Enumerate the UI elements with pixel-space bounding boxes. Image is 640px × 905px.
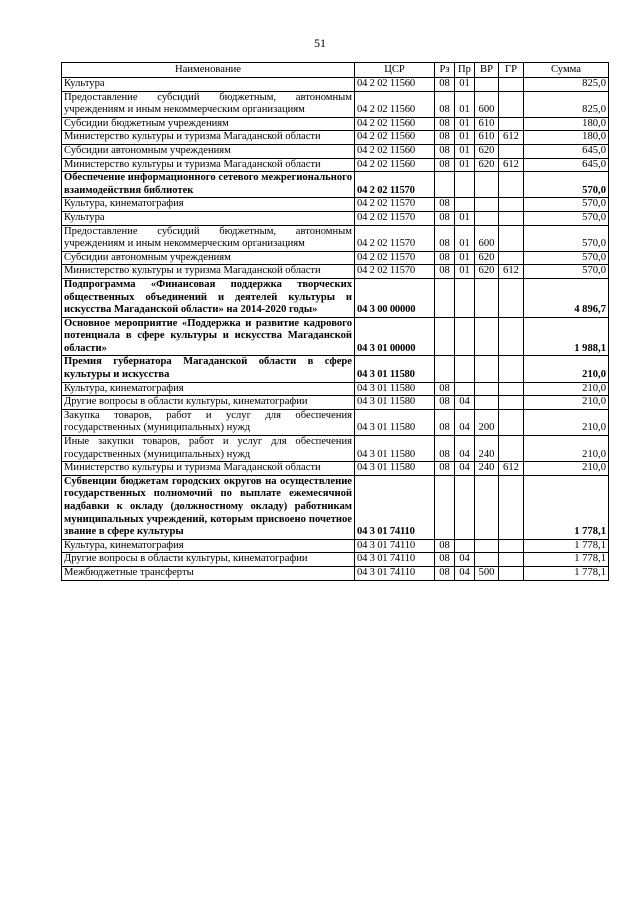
cell-rz: 08 bbox=[435, 131, 455, 145]
cell-rz bbox=[435, 172, 455, 198]
table-row bbox=[62, 91, 609, 117]
cell-pr: 01 bbox=[455, 131, 475, 145]
table-row bbox=[62, 225, 609, 251]
cell-name: Подпрограмма «Финансовая поддержка творческих общественных объединений и деятелей культуры и искусства Магаданской области» на 2014-2020 годы» bbox=[62, 278, 355, 317]
cell-name: Премия губернатора Магаданской области в сфере культуры и искусства bbox=[62, 356, 355, 382]
cell-csr: 04 3 01 74110 bbox=[355, 539, 435, 553]
cell-pr bbox=[455, 278, 475, 317]
cell-rz: 08 bbox=[435, 158, 455, 172]
cell-rz: 08 bbox=[435, 144, 455, 158]
cell-rz: 08 bbox=[435, 78, 455, 92]
table-row bbox=[62, 198, 609, 212]
cell-sum: 1 778,1 bbox=[524, 539, 609, 553]
header-gr: ГР bbox=[499, 63, 524, 78]
cell-sum: 210,0 bbox=[524, 436, 609, 462]
cell-vr bbox=[475, 539, 499, 553]
cell-pr: 04 bbox=[455, 553, 475, 567]
cell-vr: 200 bbox=[475, 409, 499, 435]
table-row bbox=[62, 553, 609, 567]
cell-gr bbox=[499, 539, 524, 553]
table-row bbox=[62, 462, 609, 476]
cell-gr bbox=[499, 91, 524, 117]
cell-rz: 08 bbox=[435, 436, 455, 462]
cell-pr: 01 bbox=[455, 158, 475, 172]
table-row bbox=[62, 131, 609, 145]
cell-sum: 1 778,1 bbox=[524, 566, 609, 580]
cell-gr: 612 bbox=[499, 462, 524, 476]
cell-gr bbox=[499, 211, 524, 225]
cell-gr bbox=[499, 317, 524, 356]
cell-csr: 04 2 02 11570 bbox=[355, 225, 435, 251]
cell-sum: 210,0 bbox=[524, 462, 609, 476]
header-sum: Сумма bbox=[524, 63, 609, 78]
cell-name: Другие вопросы в области культуры, кинематографии bbox=[62, 396, 355, 410]
cell-csr: 04 3 01 11580 bbox=[355, 462, 435, 476]
cell-name: Субсидии автономным учреждениям bbox=[62, 144, 355, 158]
cell-pr: 01 bbox=[455, 91, 475, 117]
header-pr: Пр bbox=[455, 63, 475, 78]
cell-name: Министерство культуры и туризма Магаданской области bbox=[62, 462, 355, 476]
cell-name: Субсидии автономным учреждениям bbox=[62, 251, 355, 265]
cell-rz: 08 bbox=[435, 117, 455, 131]
cell-rz: 08 bbox=[435, 409, 455, 435]
cell-vr bbox=[475, 356, 499, 382]
cell-pr bbox=[455, 539, 475, 553]
cell-vr bbox=[475, 475, 499, 539]
cell-name: Предоставление субсидий бюджетным, автономным учреждениям и иным некоммерческим организациям bbox=[62, 91, 355, 117]
cell-gr bbox=[499, 278, 524, 317]
cell-vr: 610 bbox=[475, 117, 499, 131]
cell-csr: 04 2 02 11570 bbox=[355, 211, 435, 225]
cell-name: Культура, кинематография bbox=[62, 539, 355, 553]
cell-gr bbox=[499, 144, 524, 158]
cell-gr bbox=[499, 172, 524, 198]
cell-csr: 04 2 02 11560 bbox=[355, 91, 435, 117]
cell-csr: 04 2 02 11560 bbox=[355, 144, 435, 158]
cell-rz: 08 bbox=[435, 539, 455, 553]
cell-gr bbox=[499, 198, 524, 212]
table-row bbox=[62, 475, 609, 539]
cell-sum: 210,0 bbox=[524, 382, 609, 396]
cell-gr: 612 bbox=[499, 158, 524, 172]
cell-vr: 500 bbox=[475, 566, 499, 580]
cell-pr: 01 bbox=[455, 78, 475, 92]
cell-vr bbox=[475, 382, 499, 396]
cell-gr: 612 bbox=[499, 131, 524, 145]
cell-rz bbox=[435, 475, 455, 539]
cell-rz bbox=[435, 317, 455, 356]
table-row bbox=[62, 117, 609, 131]
cell-gr bbox=[499, 251, 524, 265]
cell-gr bbox=[499, 382, 524, 396]
cell-pr: 04 bbox=[455, 396, 475, 410]
cell-sum: 645,0 bbox=[524, 144, 609, 158]
cell-csr: 04 3 01 74110 bbox=[355, 553, 435, 567]
cell-rz: 08 bbox=[435, 553, 455, 567]
cell-name: Культура, кинематография bbox=[62, 198, 355, 212]
cell-pr bbox=[455, 475, 475, 539]
cell-pr bbox=[455, 172, 475, 198]
cell-gr bbox=[499, 117, 524, 131]
page-number: 51 bbox=[314, 36, 326, 50]
cell-sum: 1 778,1 bbox=[524, 475, 609, 539]
cell-pr: 04 bbox=[455, 409, 475, 435]
cell-name: Культура bbox=[62, 211, 355, 225]
cell-sum: 645,0 bbox=[524, 158, 609, 172]
cell-csr: 04 2 02 11560 bbox=[355, 131, 435, 145]
cell-csr: 04 3 01 11580 bbox=[355, 436, 435, 462]
cell-csr: 04 2 02 11560 bbox=[355, 158, 435, 172]
cell-name: Субсидии бюджетным учреждениям bbox=[62, 117, 355, 131]
cell-name: Министерство культуры и туризма Магаданской области bbox=[62, 158, 355, 172]
cell-vr: 240 bbox=[475, 462, 499, 476]
cell-name: Министерство культуры и туризма Магаданской области bbox=[62, 265, 355, 279]
cell-rz: 08 bbox=[435, 265, 455, 279]
table-row bbox=[62, 172, 609, 198]
header-csr: ЦСР bbox=[355, 63, 435, 78]
budget-table bbox=[61, 62, 609, 581]
cell-gr bbox=[499, 225, 524, 251]
cell-vr bbox=[475, 317, 499, 356]
cell-pr: 01 bbox=[455, 117, 475, 131]
cell-sum: 570,0 bbox=[524, 198, 609, 212]
cell-rz: 08 bbox=[435, 396, 455, 410]
cell-name: Культура, кинематография bbox=[62, 382, 355, 396]
cell-gr bbox=[499, 566, 524, 580]
cell-rz: 08 bbox=[435, 91, 455, 117]
cell-sum: 180,0 bbox=[524, 131, 609, 145]
table-body bbox=[62, 78, 609, 581]
cell-rz bbox=[435, 278, 455, 317]
cell-csr: 04 2 02 11570 bbox=[355, 172, 435, 198]
cell-sum: 180,0 bbox=[524, 117, 609, 131]
cell-gr: 612 bbox=[499, 265, 524, 279]
cell-gr bbox=[499, 553, 524, 567]
cell-csr: 04 3 01 11580 bbox=[355, 356, 435, 382]
table-header-row bbox=[62, 63, 609, 78]
cell-name: Предоставление субсидий бюджетным, автономным учреждениям и иным некоммерческим организациям bbox=[62, 225, 355, 251]
table-row bbox=[62, 158, 609, 172]
cell-sum: 570,0 bbox=[524, 251, 609, 265]
cell-vr: 620 bbox=[475, 158, 499, 172]
cell-vr bbox=[475, 198, 499, 212]
cell-name: Другие вопросы в области культуры, кинематографии bbox=[62, 553, 355, 567]
cell-sum: 4 896,7 bbox=[524, 278, 609, 317]
cell-rz: 08 bbox=[435, 225, 455, 251]
cell-name: Межбюджетные трансферты bbox=[62, 566, 355, 580]
table-row bbox=[62, 539, 609, 553]
cell-csr: 04 3 01 11580 bbox=[355, 382, 435, 396]
cell-vr bbox=[475, 78, 499, 92]
cell-vr: 240 bbox=[475, 436, 499, 462]
table-row bbox=[62, 356, 609, 382]
cell-sum: 1 988,1 bbox=[524, 317, 609, 356]
cell-csr: 04 2 02 11560 bbox=[355, 78, 435, 92]
cell-sum: 1 778,1 bbox=[524, 553, 609, 567]
cell-pr: 01 bbox=[455, 144, 475, 158]
cell-sum: 210,0 bbox=[524, 396, 609, 410]
cell-pr: 01 bbox=[455, 211, 475, 225]
cell-rz bbox=[435, 356, 455, 382]
cell-csr: 04 3 01 74110 bbox=[355, 475, 435, 539]
cell-vr: 620 bbox=[475, 251, 499, 265]
cell-name: Обеспечение информационного сетевого межрегионального взаимодействия библиотек bbox=[62, 172, 355, 198]
cell-vr: 600 bbox=[475, 91, 499, 117]
cell-rz: 08 bbox=[435, 382, 455, 396]
cell-pr: 01 bbox=[455, 225, 475, 251]
table-row bbox=[62, 265, 609, 279]
cell-csr: 04 3 01 11580 bbox=[355, 409, 435, 435]
cell-gr bbox=[499, 436, 524, 462]
cell-name: Культура bbox=[62, 78, 355, 92]
cell-vr bbox=[475, 278, 499, 317]
cell-pr: 01 bbox=[455, 265, 475, 279]
cell-pr: 04 bbox=[455, 436, 475, 462]
cell-csr: 04 2 02 11560 bbox=[355, 117, 435, 131]
cell-csr: 04 2 02 11570 bbox=[355, 265, 435, 279]
table-row bbox=[62, 436, 609, 462]
cell-pr bbox=[455, 317, 475, 356]
table-row bbox=[62, 396, 609, 410]
table-row bbox=[62, 78, 609, 92]
cell-rz: 08 bbox=[435, 198, 455, 212]
cell-name: Субвенции бюджетам городских округов на осуществление государственных полномочий по выплате ежемесячной надбавки к окладу (должностному окладу) работникам муниципальных учреждений, которым присвоено почетное звание в сфере культуры bbox=[62, 475, 355, 539]
cell-csr: 04 3 01 11580 bbox=[355, 396, 435, 410]
cell-csr: 04 2 02 11570 bbox=[355, 198, 435, 212]
header-name: Наименование bbox=[62, 63, 355, 78]
cell-sum: 570,0 bbox=[524, 172, 609, 198]
table-row bbox=[62, 409, 609, 435]
cell-pr bbox=[455, 356, 475, 382]
cell-vr bbox=[475, 553, 499, 567]
cell-sum: 210,0 bbox=[524, 409, 609, 435]
cell-gr bbox=[499, 475, 524, 539]
cell-vr: 620 bbox=[475, 144, 499, 158]
cell-sum: 570,0 bbox=[524, 225, 609, 251]
cell-pr bbox=[455, 198, 475, 212]
cell-gr bbox=[499, 78, 524, 92]
cell-sum: 825,0 bbox=[524, 91, 609, 117]
cell-name: Закупка товаров, работ и услуг для обеспечения государственных (муниципальных) нужд bbox=[62, 409, 355, 435]
cell-csr: 04 3 01 00000 bbox=[355, 317, 435, 356]
table-row bbox=[62, 144, 609, 158]
cell-vr bbox=[475, 211, 499, 225]
table-row bbox=[62, 211, 609, 225]
cell-name: Иные закупки товаров, работ и услуг для обеспечения государственных (муниципальных) нужд bbox=[62, 436, 355, 462]
cell-vr: 600 bbox=[475, 225, 499, 251]
cell-sum: 570,0 bbox=[524, 265, 609, 279]
table-row bbox=[62, 382, 609, 396]
cell-vr bbox=[475, 172, 499, 198]
cell-csr: 04 2 02 11570 bbox=[355, 251, 435, 265]
cell-pr: 04 bbox=[455, 566, 475, 580]
cell-pr bbox=[455, 382, 475, 396]
table-row bbox=[62, 566, 609, 580]
cell-rz: 08 bbox=[435, 251, 455, 265]
header-rz: Рз bbox=[435, 63, 455, 78]
cell-csr: 04 3 00 00000 bbox=[355, 278, 435, 317]
cell-sum: 210,0 bbox=[524, 356, 609, 382]
cell-gr bbox=[499, 409, 524, 435]
table-row bbox=[62, 317, 609, 356]
cell-csr: 04 3 01 74110 bbox=[355, 566, 435, 580]
cell-name: Министерство культуры и туризма Магаданской области bbox=[62, 131, 355, 145]
cell-sum: 570,0 bbox=[524, 211, 609, 225]
cell-name: Основное мероприятие «Поддержка и развитие кадрового потенциала в сфере культуры и искусства Магаданской области» bbox=[62, 317, 355, 356]
cell-vr: 610 bbox=[475, 131, 499, 145]
cell-vr: 620 bbox=[475, 265, 499, 279]
table-row bbox=[62, 251, 609, 265]
cell-sum: 825,0 bbox=[524, 78, 609, 92]
table-row bbox=[62, 278, 609, 317]
cell-rz: 08 bbox=[435, 462, 455, 476]
cell-vr bbox=[475, 396, 499, 410]
cell-gr bbox=[499, 356, 524, 382]
cell-pr: 01 bbox=[455, 251, 475, 265]
cell-rz: 08 bbox=[435, 211, 455, 225]
cell-rz: 08 bbox=[435, 566, 455, 580]
cell-pr: 04 bbox=[455, 462, 475, 476]
header-vr: ВР bbox=[475, 63, 499, 78]
cell-gr bbox=[499, 396, 524, 410]
